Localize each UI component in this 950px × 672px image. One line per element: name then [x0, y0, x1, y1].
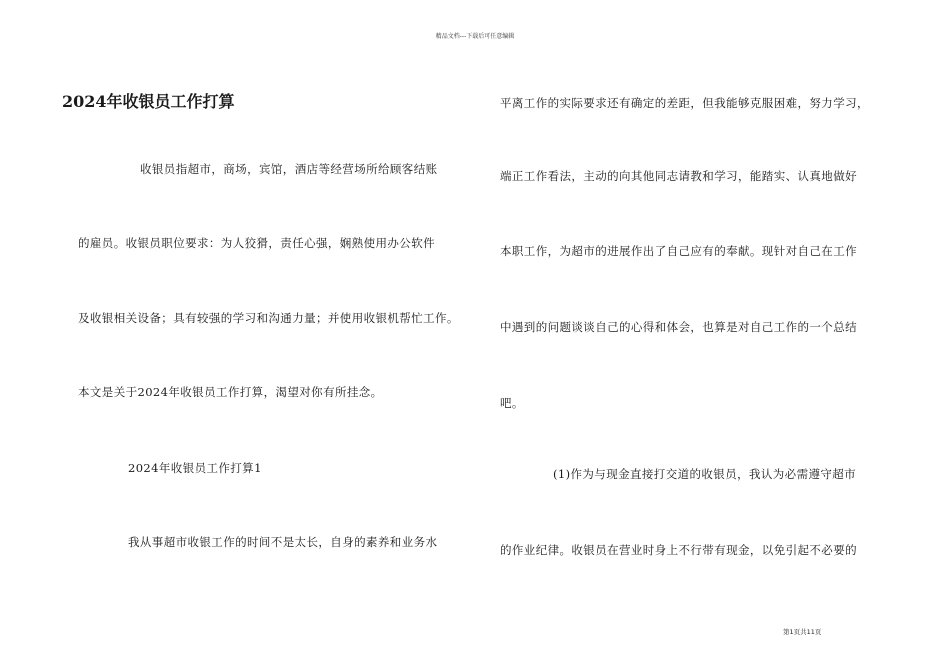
- left-paragraph-line: 的雇员。收银员职位要求：为人狡猾，责任心强，娴熟使用办公软件: [78, 236, 435, 250]
- right-paragraph-line: 的作业纪律。收银员在营业时身上不行带有现金，以免引起不必要的: [500, 543, 857, 557]
- right-paragraph-line: 吧。: [500, 396, 524, 410]
- page-number: 第1页共11页: [783, 628, 822, 636]
- section-heading: 2024年收银员工作打算1: [128, 461, 262, 475]
- right-paragraph-line: 端正工作看法，主动的向其他同志请教和学习，能踏实、认真地做好: [500, 169, 857, 183]
- right-paragraph-line: (1)作为与现金直接打交道的收银员，我认为必需遵守超市: [553, 467, 857, 481]
- left-paragraph-line: 本文是关于2024年收银员工作打算，渴望对你有所挂念。: [78, 385, 383, 399]
- left-paragraph-line: 收银员指超市，商场，宾馆，酒店等经营场所给顾客结账: [140, 162, 438, 176]
- document-title: 2024年收银员工作打算: [62, 92, 235, 111]
- page-header: 精品文档---下载后可任意编辑: [435, 33, 515, 40]
- right-paragraph-line: 本职工作，为超市的进展作出了自己应有的奉献。现针对自己在工作: [500, 244, 857, 258]
- left-paragraph-line: 及收银相关设备；具有较强的学习和沟通力量；并使用收银机帮忙工作。: [78, 311, 459, 325]
- right-paragraph-line: 平离工作的实际要求还有确定的差距，但我能够克服困难，努力学习，: [500, 96, 869, 110]
- left-paragraph-line: 我从事超市收银工作的时间不是太长，自身的素养和业务水: [128, 535, 438, 549]
- right-paragraph-line: 中遇到的问题谈谈自己的心得和体会，也算是对自己工作的一个总结: [500, 320, 857, 334]
